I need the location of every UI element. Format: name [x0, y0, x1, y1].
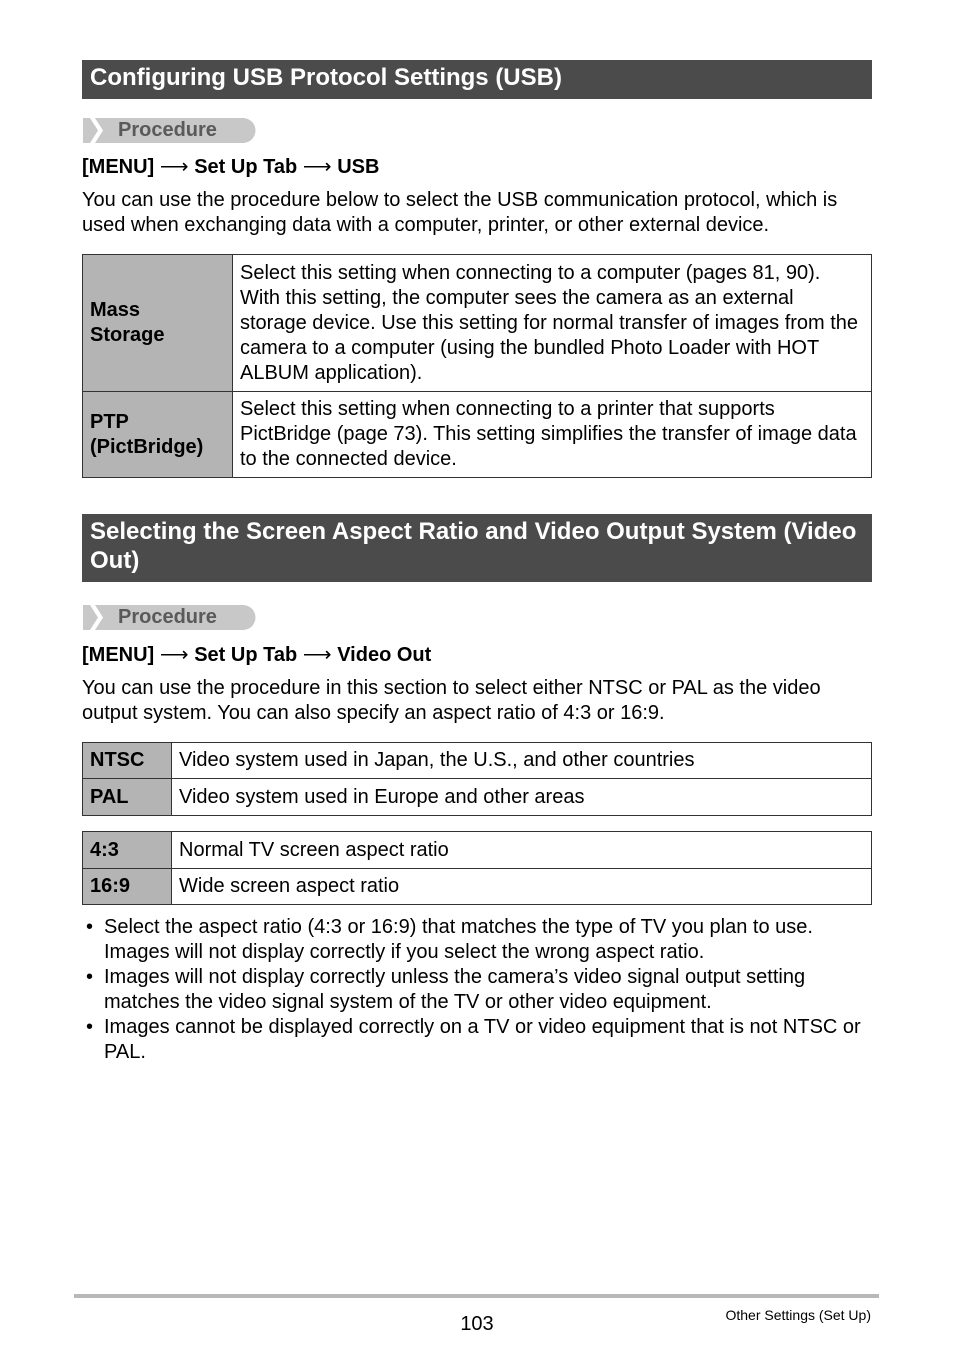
arrow-icon: ⟶ [302, 644, 332, 666]
section-heading-video-out [82, 514, 872, 582]
aspect-ratio-table [82, 831, 872, 905]
menu-step: USB [337, 156, 380, 178]
key-line: Storage [90, 324, 165, 346]
page-number: 103 [460, 1313, 494, 1335]
table-row [83, 869, 872, 905]
menu-step: Set Up Tab [194, 156, 298, 178]
table-row [83, 832, 872, 869]
table-value: Select this setting when connecting to a printer that supports PictBridge (page 73). This setting simplifies the transfer of image data to the connected device. [233, 392, 872, 478]
bullet-icon: • [86, 916, 94, 938]
menu-step: [MENU] [82, 644, 155, 666]
table-key: PAL [83, 779, 172, 816]
menu-path [82, 643, 431, 667]
usb-settings-table [82, 254, 872, 478]
table-key: 4:3 [83, 832, 172, 869]
procedure-tab [83, 605, 256, 630]
table-key: NTSC [83, 743, 172, 779]
video-system-table [82, 742, 872, 816]
arrow-icon: ⟶ [302, 156, 332, 178]
table-row [83, 255, 872, 392]
table-row [83, 392, 872, 478]
key-line: Mass [90, 299, 141, 321]
bullet-icon: • [86, 966, 94, 988]
key-line: (PictBridge) [90, 435, 204, 458]
list-item [82, 915, 872, 965]
procedure-label: Procedure [118, 606, 217, 628]
intro-paragraph: You can use the procedure below to select the USB communication protocol, which is used when exchanging data with a computer, printer, or other external device. [82, 189, 838, 236]
footer-section-label: Other Settings (Set Up) [725, 1307, 871, 1323]
note-text: Images cannot be displayed correctly on a TV or video equipment that is not NTSC or PAL. [104, 1016, 861, 1063]
menu-step: Video Out [337, 644, 432, 666]
table-row [83, 743, 872, 779]
list-item [82, 965, 872, 1015]
menu-step: [MENU] [82, 156, 155, 178]
table-value: Normal TV screen aspect ratio [172, 832, 872, 869]
table-key [83, 255, 233, 392]
table-row [83, 779, 872, 816]
notes-list [82, 915, 872, 1065]
section-title: Selecting the Screen Aspect Ratio and Video Output System (Video Out) [90, 518, 857, 574]
menu-step: Set Up Tab [194, 644, 298, 666]
note-text: Images will not display correctly unless the camera’s video signal output setting matches the video signal system of the TV or other video equipment. [104, 966, 806, 1013]
footer-divider [74, 1294, 879, 1298]
intro-paragraph: You can use the procedure in this section to select either NTSC or PAL as the video output system. You can also specify an aspect ratio of 4:3 or 16:9. [82, 677, 821, 724]
procedure-label: Procedure [118, 119, 217, 141]
section-heading-usb [82, 60, 872, 99]
table-key: 16:9 [83, 869, 172, 905]
table-value: Select this setting when connecting to a computer (pages 81, 90). With this setting, the computer sees the camera as an external storage device. Use this setting for normal transfer of images from the camera to a computer (using the bundled Photo Loader with HOT ALBUM application). [233, 255, 872, 392]
bullet-icon: • [86, 1016, 94, 1038]
menu-path [82, 155, 379, 179]
table-value: Video system used in Japan, the U.S., and other countries [172, 743, 872, 779]
key-line: PTP [90, 410, 129, 433]
table-value: Wide screen aspect ratio [172, 869, 872, 905]
arrow-icon: ⟶ [159, 156, 189, 178]
procedure-tab [83, 118, 256, 143]
table-value: Video system used in Europe and other areas [172, 779, 872, 816]
list-item [82, 1015, 872, 1065]
note-text: Select the aspect ratio (4:3 or 16:9) that matches the type of TV you plan to use. Images will not display correctly if you select the wrong aspect ratio. [104, 916, 813, 963]
arrow-icon: ⟶ [159, 644, 189, 666]
section-title: Configuring USB Protocol Settings (USB) [90, 64, 562, 91]
table-key [83, 392, 233, 478]
